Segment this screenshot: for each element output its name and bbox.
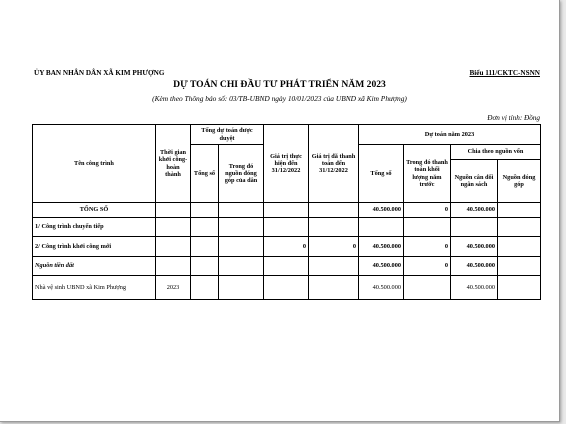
cell-src-balance: 40.500.000 — [451, 257, 498, 276]
table-row — [33, 257, 541, 276]
cell-src-contrib — [498, 237, 541, 257]
cell-approved-total — [191, 257, 219, 276]
header-budget: Dự toán năm 2023 — [359, 125, 541, 145]
cell-paid — [309, 218, 359, 237]
header-approved-total: Tổng số — [191, 145, 219, 203]
cell-name: 1/ Công trình chuyển tiếp — [33, 218, 156, 237]
table-row — [33, 276, 541, 300]
cell-src-balance: 40.500.000 — [451, 203, 498, 218]
header-value-paid: Giá trị đã thanh toán đến 31/12/2022 — [309, 125, 359, 203]
cell-approved-total — [191, 218, 219, 237]
header-value-done: Giá trị thực hiện đến 31/12/2022 — [264, 125, 309, 203]
table-row — [33, 237, 541, 257]
cell-time — [156, 257, 191, 276]
cell-paid — [309, 257, 359, 276]
cell-time — [156, 203, 191, 218]
cell-approved-total — [191, 237, 219, 257]
cell-approved-contrib — [219, 257, 264, 276]
cell-src-balance — [451, 218, 498, 237]
cell-budget-prev — [404, 276, 451, 300]
header-budget-total: Tổng số — [359, 145, 404, 203]
cell-name: 2/ Công trình khởi công mới — [33, 237, 156, 257]
cell-budget-total — [359, 218, 404, 237]
cell-paid: 0 — [309, 237, 359, 257]
cell-budget-prev: 0 — [404, 203, 451, 218]
cell-approved-contrib — [219, 276, 264, 300]
cell-approved-contrib — [219, 203, 264, 218]
cell-src-contrib — [498, 257, 541, 276]
header-approved-contrib: Trong đó nguồn đóng góp của dân — [219, 145, 264, 203]
header-by-source: Chia theo nguồn vốn — [451, 145, 541, 160]
cell-budget-prev: 0 — [404, 237, 451, 257]
cell-src-contrib — [498, 276, 541, 300]
cell-done — [264, 203, 309, 218]
cell-budget-total: 40.500.000 — [359, 257, 404, 276]
cell-budget-prev — [404, 218, 451, 237]
cell-approved-total — [191, 276, 219, 300]
header-src-balance: Nguồn cân đối ngân sách — [451, 160, 498, 203]
cell-name: Nguồn tiền đất — [33, 257, 156, 276]
currency-unit: Đơn vị tính: Đồng — [487, 114, 540, 122]
cell-time: 2023 — [156, 276, 191, 300]
cell-approved-contrib — [219, 218, 264, 237]
cell-name: TỔNG SỐ — [33, 203, 156, 218]
cell-budget-prev: 0 — [404, 257, 451, 276]
form-code: Biểu 111/CKTC-NSNN — [469, 69, 540, 77]
document-title: DỰ TOÁN CHI ĐẦU TƯ PHÁT TRIỂN NĂM 2023 — [173, 79, 386, 90]
cell-budget-total: 40.500.000 — [359, 237, 404, 257]
header-time: Thời gian khởi công-hoàn thành — [156, 125, 191, 203]
header-budget-prev: Trong đó thanh toán khối lượng năm trước — [404, 145, 451, 203]
cell-paid — [309, 203, 359, 218]
header-src-contrib: Nguồn đóng góp — [498, 160, 541, 203]
header-project-name: Tên công trình — [33, 125, 156, 203]
cell-budget-total: 40.500.000 — [359, 276, 404, 300]
cell-src-contrib — [498, 203, 541, 218]
cell-src-balance: 40.500.000 — [451, 276, 498, 300]
cell-src-contrib — [498, 218, 541, 237]
header-approved: Tổng dự toán được duyệt — [191, 125, 264, 145]
budget-table — [32, 124, 541, 300]
cell-time — [156, 218, 191, 237]
cell-budget-total: 40.500.000 — [359, 203, 404, 218]
cell-done — [264, 257, 309, 276]
cell-time — [156, 237, 191, 257]
cell-paid — [309, 276, 359, 300]
cell-done — [264, 218, 309, 237]
cell-done: 0 — [264, 237, 309, 257]
cell-src-balance: 40.500.000 — [451, 237, 498, 257]
cell-approved-total — [191, 203, 219, 218]
cell-name: Nhà vệ sinh UBND xã Kim Phượng — [33, 276, 156, 300]
table-row — [33, 218, 541, 237]
table-row — [33, 203, 541, 218]
document-subtitle: (Kèm theo Thông báo số: 03/TB-UBND ngày 10/01/2023 của UBND xã Kim Phượng) — [152, 94, 407, 103]
cell-approved-contrib — [219, 237, 264, 257]
organization-name: ỦY BAN NHÂN DÂN XÃ KIM PHƯỢNG — [34, 69, 165, 77]
cell-done — [264, 276, 309, 300]
